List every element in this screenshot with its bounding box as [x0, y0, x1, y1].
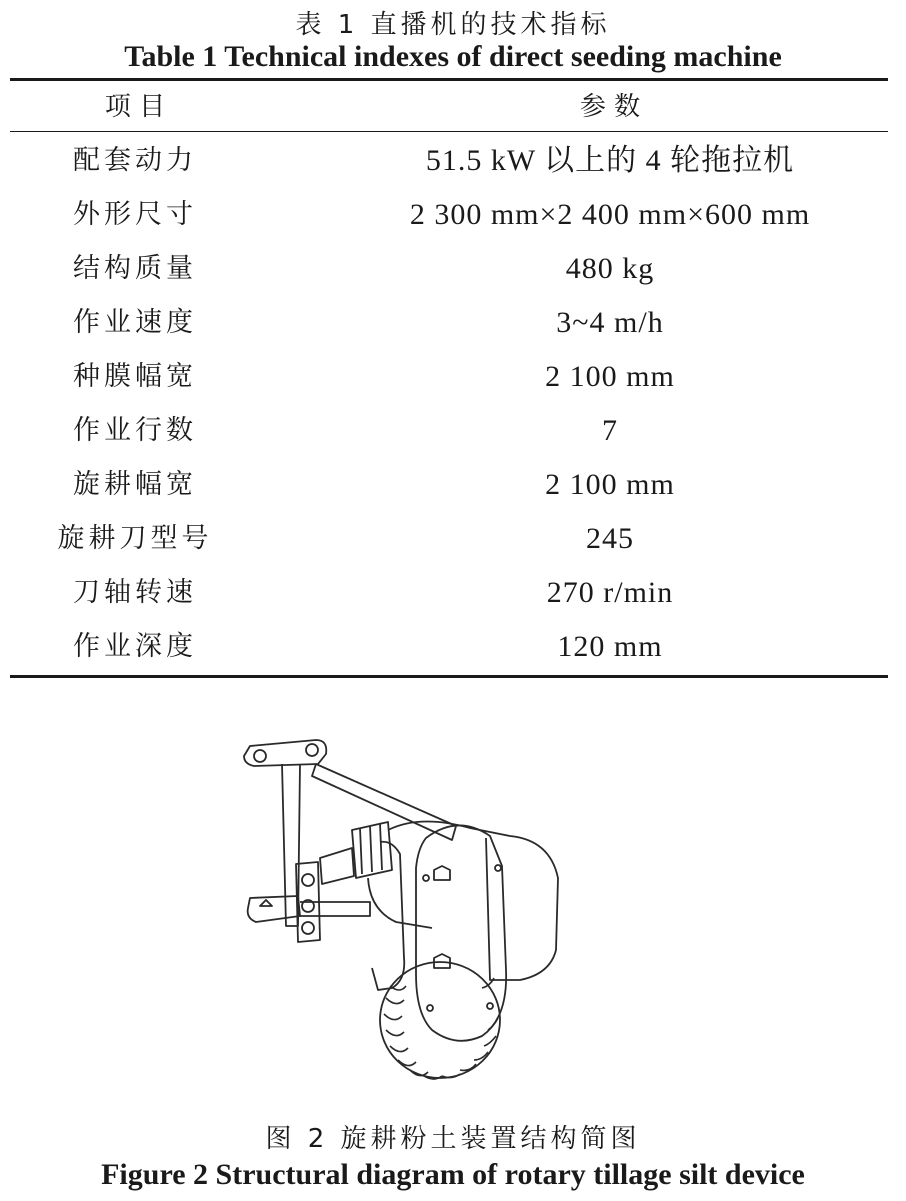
figure-caption-en: Figure 2 Structural diagram of rotary tillage silt device: [101, 1158, 805, 1191]
row-item: 作业速度: [73, 307, 197, 338]
row-value: 2 300 mm×2 400 mm×600 mm: [409, 198, 811, 231]
table-row: [10, 350, 888, 404]
table-caption-cn: 表 1 直播机的技术指标: [295, 10, 611, 40]
row-item: 刀轴转速: [73, 577, 197, 608]
table-row: [10, 620, 888, 674]
row-item: 旋耕刀型号: [57, 523, 213, 554]
table-bottom-rule: [10, 675, 888, 678]
row-value: 2 100 mm: [545, 360, 675, 393]
table-row: [10, 296, 888, 350]
table-row: [10, 134, 888, 188]
row-value: 480 kg: [565, 252, 655, 285]
row-item: 种膜幅宽: [73, 361, 197, 392]
row-item: 作业行数: [73, 415, 197, 446]
drive-coupling: [320, 848, 354, 884]
table-row: [10, 404, 888, 458]
table-row: [10, 566, 888, 620]
header-item: 项 目: [104, 92, 166, 122]
figure-caption-cn: 图 2 旋耕粉土装置结构简图: [265, 1124, 641, 1154]
row-value: 2 100 mm: [545, 468, 675, 501]
header-value: 参 数: [579, 92, 641, 122]
rotor-housing-lobe: [372, 842, 404, 990]
row-item: 外形尺寸: [73, 199, 197, 230]
row-item: 作业深度: [73, 631, 197, 662]
table-row: [10, 188, 888, 242]
table-row: [10, 458, 888, 512]
row-value: 270 r/min: [546, 576, 674, 609]
lower-hitch-plate: [248, 896, 300, 922]
row-value: 3~4 m/h: [556, 306, 664, 339]
row-value: 245: [586, 522, 634, 555]
row-item: 配套动力: [73, 145, 197, 176]
main-housing: [388, 821, 558, 980]
row-value: 120 mm: [557, 630, 663, 663]
table-header-row: [10, 80, 888, 134]
lower-beam: [300, 902, 370, 916]
table-caption-en: Table 1 Technical indexes of direct seeding machine: [124, 40, 782, 73]
row-item: 旋耕幅宽: [73, 469, 197, 500]
table-row: [10, 242, 888, 296]
row-value: 7: [602, 414, 618, 447]
row-value: 51.5 kW 以上的 4 轮拖拉机: [425, 144, 795, 177]
rotary-tillage-figure: [220, 718, 600, 1118]
row-item: 结构质量: [73, 253, 197, 284]
table-row: [10, 512, 888, 566]
rotary-tillage-diagram: [220, 718, 600, 1118]
diagonal-brace: [312, 764, 456, 840]
